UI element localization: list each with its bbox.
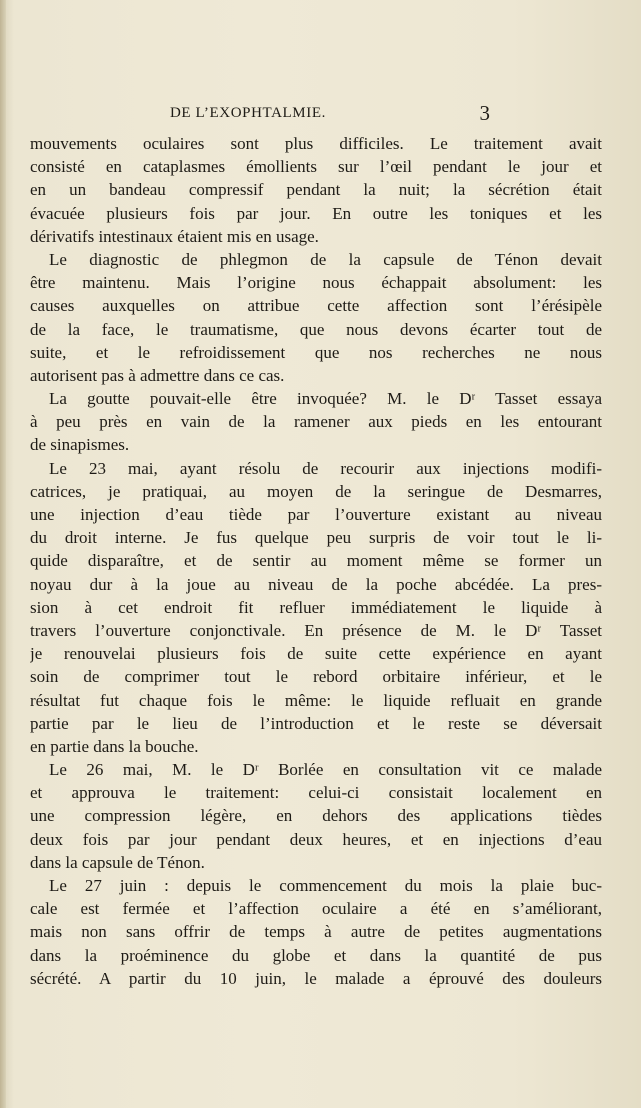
text-line: de la face, le traumatisme, que nous devons écarter tout de (30, 319, 602, 339)
text-line: consisté en cataplasmes émollients sur l’œil pendant le jour et (30, 157, 602, 177)
text-line: être maintenu. Mais l’origine nous échappait absolument: les (30, 273, 602, 293)
text-line: du droit interne. Je fus quelque peu surpris de voir tout le li- (30, 528, 602, 548)
text-line: Le diagnostic de phlegmon de la capsule de Ténon devait (49, 249, 602, 269)
text-line: mouvements oculaires sont plus difficiles. Le traitement avait (30, 134, 602, 153)
text-line: Le 27 juin : depuis le commencement du mois la plaie buc- (49, 876, 602, 895)
text-line: résultat fut chaque fois le même: le liquide refluait en grande (30, 690, 602, 710)
text-line: une injection d’eau tiède par l’ouverture existant au niveau (30, 505, 602, 524)
text-line: et approuva le traitement: celui-ci consistait localement en (30, 783, 602, 803)
text-line: suite, et le refroidissement que nos recherches ne nous (30, 342, 602, 362)
text-line: mais non sans offrir de temps à autre de petites augmentations (30, 922, 602, 942)
body-text (30, 132, 602, 990)
text-line: deux fois par jour pendant deux heures, et en injections d’eau (30, 829, 602, 849)
text-line: noyau dur à la joue au niveau de la poche abcédée. La pres- (30, 574, 602, 594)
text-line: autorisent pas à admettre dans ce cas. (30, 365, 285, 385)
text-line: Le 23 mai, ayant résolu de recourir aux injections modifi- (49, 458, 602, 478)
text-line: de sinapismes. (30, 435, 130, 455)
page-gutter-edge (0, 0, 6, 1108)
text-line: dans la capsule de Ténon. (30, 852, 205, 872)
text-line: cale est fermée et l’affection oculaire a été en s’améliorant, (30, 899, 602, 919)
text-line: je renouvelai plusieurs fois de suite cette expérience en ayant (30, 644, 602, 664)
text-line: causes auxquelles on attribue cette affection sont l’érésipèle (30, 296, 602, 316)
text-line: à peu près en vain de la ramener aux pieds en les entourant (30, 412, 602, 432)
text-line: en partie dans la bouche. (30, 736, 199, 756)
text-line: dans la proéminence du globe et dans la quantité de pus (30, 945, 602, 965)
running-head (170, 103, 490, 127)
page-number: 3 (479, 101, 490, 125)
running-head-title: DE L’EXOPHTALMIE. (170, 105, 326, 121)
text-line: partie par le lieu de l’introduction et le reste se déversait (30, 713, 602, 733)
text-line: travers l’ouverture conjonctivale. En présence de M. le Dʳ Tasset (30, 620, 602, 640)
text-line: évacuée plusieurs fois par jour. En outre les toniques et les (30, 203, 602, 223)
text-line: en un bandeau compressif pendant la nuit; la sécrétion était (30, 180, 602, 200)
text-line: La goutte pouvait-elle être invoquée? M. le Dʳ Tasset essaya (49, 389, 602, 409)
text-line: dérivatifs intestinaux étaient mis en usage. (30, 226, 319, 246)
text-line: une compression légère, en dehors des applications tièdes (30, 806, 602, 826)
text-line: sécrété. A partir du 10 juin, le malade a éprouvé des douleurs (30, 968, 602, 988)
text-line: Le 26 mai, M. le Dʳ Borlée en consultation vit ce malade (49, 760, 602, 780)
text-line: soin de comprimer tout le rebord orbitaire inférieur, et le (30, 667, 602, 687)
text-line: sion à cet endroit fit refluer immédiatement le liquide à (30, 597, 602, 617)
text-line: quide disparaître, et de sentir au moment même se former un (30, 551, 602, 571)
text-line: catrices, je pratiquai, au moyen de la seringue de Desmarres, (30, 481, 602, 501)
